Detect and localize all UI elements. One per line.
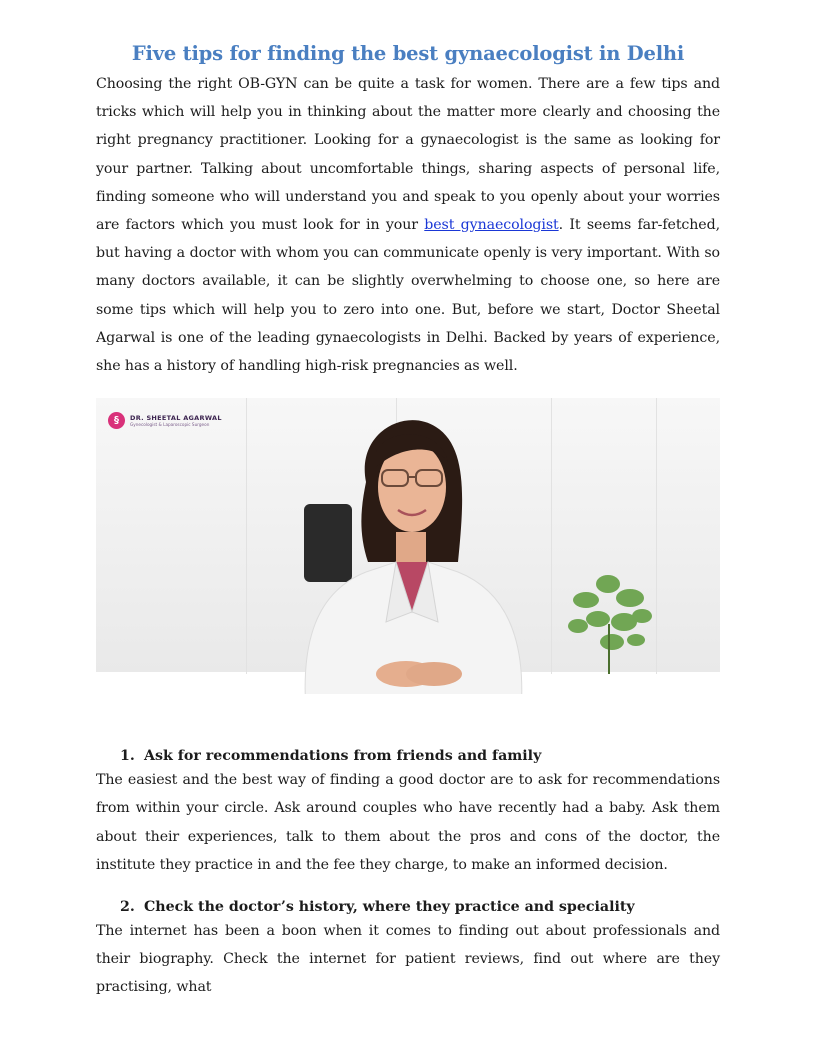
document-page [96, 40, 720, 1002]
logo-subtitle: Gynecologist & Laparoscopic Surgeon [130, 421, 210, 427]
logo-name: DR. SHEETAL AGARWAL [130, 413, 222, 422]
doctor-portrait [246, 412, 566, 712]
tip-heading-text: Check the doctor’s history, where they practice and speciality [144, 899, 635, 916]
tip-heading-text: Ask for recommendations from friends and family [144, 748, 542, 765]
best-gynaecologist-link[interactable]: best gynaecologist [424, 217, 559, 234]
plant-icon [558, 564, 658, 674]
page-title: Five tips for finding the best gynaecologist in Delhi [131, 42, 685, 65]
tips-list [96, 746, 720, 766]
tip-paragraph-1: The easiest and the best way of finding a good doctor are to ask for recommendations from within your circle. Ask around couples who have recently had a baby. Ask them about their experiences, talk to them about the pros and cons of the doctor, the institute they practice in and the fee they charge, to make an informed decision. [96, 772, 720, 873]
intro-text-after-link: . It seems far-fetched, but having a doctor with whom you can communicate openly is very important. With so many doctors available, it can be slightly overwhelming to choose one, so here are some tips which will help you to zero into one. But, before we start, Doctor Sheetal Agarwal is one of the leading gynaecologists in Delhi. Backed by years of experience, she has a history of handling high-risk pregnancies as well. [96, 217, 720, 375]
tip-heading-2 [96, 897, 720, 917]
intro-paragraph [96, 70, 720, 380]
logo-icon: § [108, 412, 125, 429]
tip-number: 1. [120, 748, 135, 765]
tips-list [96, 897, 720, 917]
intro-text-before-link: Choosing the right OB-GYN can be quite a task for women. There are a few tips and tricks which will help you in thinking about the matter more clearly and choosing the right pregnancy practitioner. Looking for a gynaecologist is the same as looking for your partner. Talking about uncomfortable things, sharing aspects of personal life, finding someone who will understand you and speak to you openly about your worries are factors which you must look for in your [96, 76, 720, 234]
doctor-photo [96, 398, 720, 724]
tip-paragraph-2: The internet has been a boon when it comes to finding out about professionals and their biography. Check the internet for patient reviews, find out where are they practising, what [96, 923, 720, 996]
clinic-logo [108, 412, 222, 429]
tip-number: 2. [120, 899, 135, 916]
tip-heading-1 [96, 746, 720, 766]
